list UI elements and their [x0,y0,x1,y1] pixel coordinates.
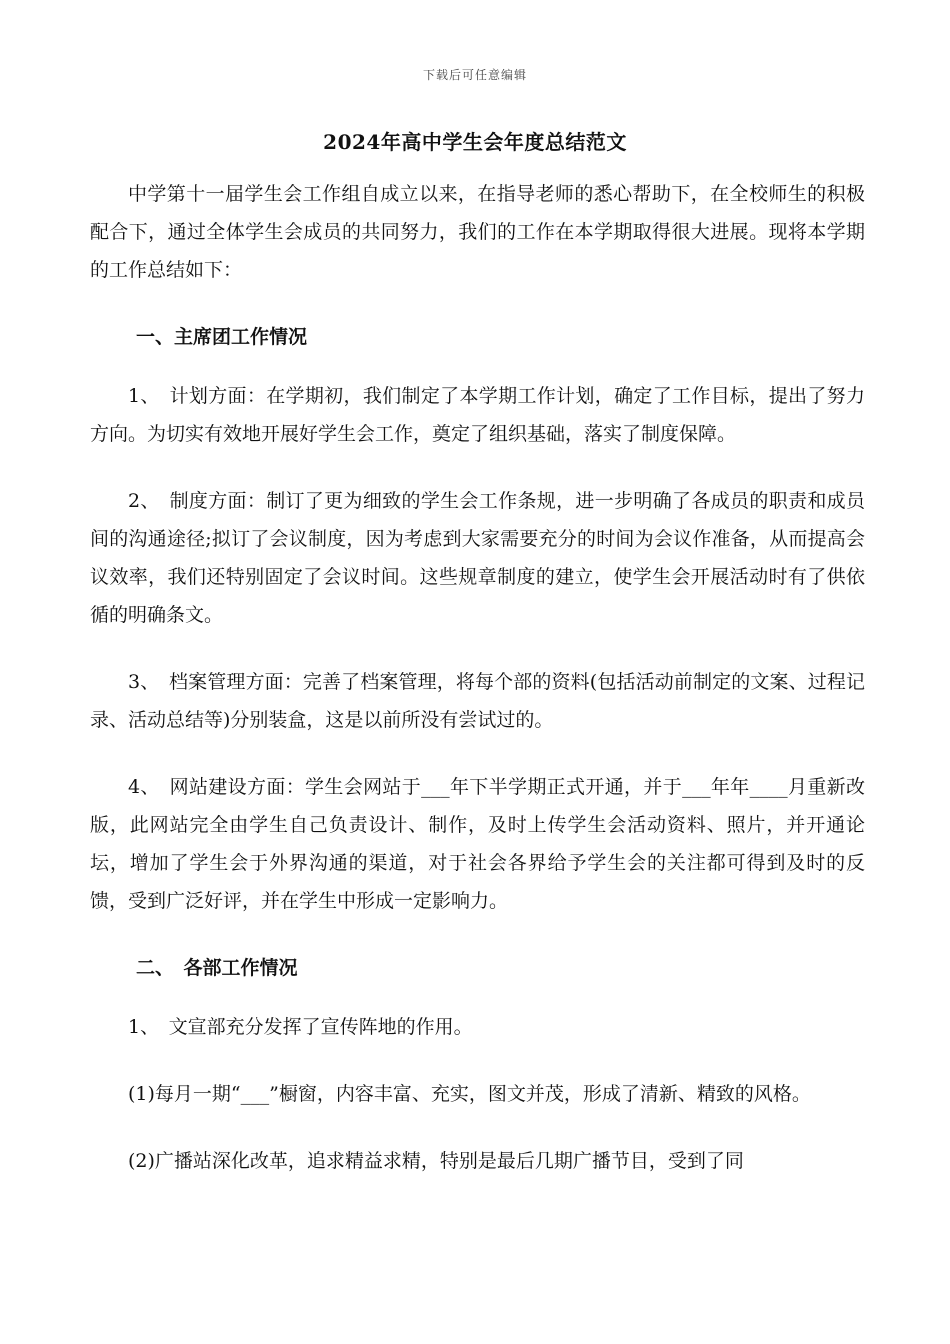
paragraph-showcase: (1)每月一期“___”橱窗，内容丰富、充实，图文并茂，形成了清新、精致的风格。 [128,1083,811,1105]
header-note: 下载后可任意编辑 [422,68,527,82]
document-title: 2024年高中学生会年度总结范文 [323,130,627,154]
paragraph-rules: 2、 制度方面：制订了更为细致的学生会工作条规，进一步明确了各成员的职责和成员间的沟通途径;拟订了会议制度，因为考虑到大家需要充分的时间为会议作准备，从而提高会议效率，我们还特别固定了会议时间。这些规章制度的建立，使学生会开展活动时有了供依循的明确条文。 [90,490,865,626]
paragraph-publicity: 1、 文宣部充分发挥了宣传阵地的作用。 [128,1016,473,1038]
intro-paragraph: 中学第十一届学生会工作组自成立以来，在指导老师的悉心帮助下，在全校师生的积极配合下，通过全体学生会成员的共同努力，我们的工作在本学期取得很大进展。现将本学期的工作总结如下： [90,183,865,281]
document-body [90,175,865,1180]
paragraph-website: 4、 网站建设方面：学生会网站于___年下半学期正式开通，并于___年年____月重新改版，此网站完全由学生自己负责设计、制作，及时上传学生会活动资料、照片，并开通论坛，增加了学生会于外界沟通的渠道，对于社会各界给予学生会的关注都可得到及时的反馈，受到广泛好评，并在学生中形成一定影响力。 [90,776,865,912]
paragraph-broadcast: (2)广播站深化改革，追求精益求精，特别是最后几期广播节目，受到了同 [128,1150,744,1172]
paragraph-plan: 1、 计划方面：在学期初，我们制定了本学期工作计划，确定了工作目标，提出了努力方向。为切实有效地开展好学生会工作，奠定了组织基础，落实了制度保障。 [90,385,865,445]
section-heading-presidium: 一、主席团工作情况 [136,326,308,348]
section-heading-departments: 二、 各部工作情况 [136,957,298,979]
paragraph-archive: 3、 档案管理方面：完善了档案管理，将每个部的资料(包括活动前制定的文案、过程记录、活动总结等)分别装盒，这是以前所没有尝试过的。 [90,671,865,731]
